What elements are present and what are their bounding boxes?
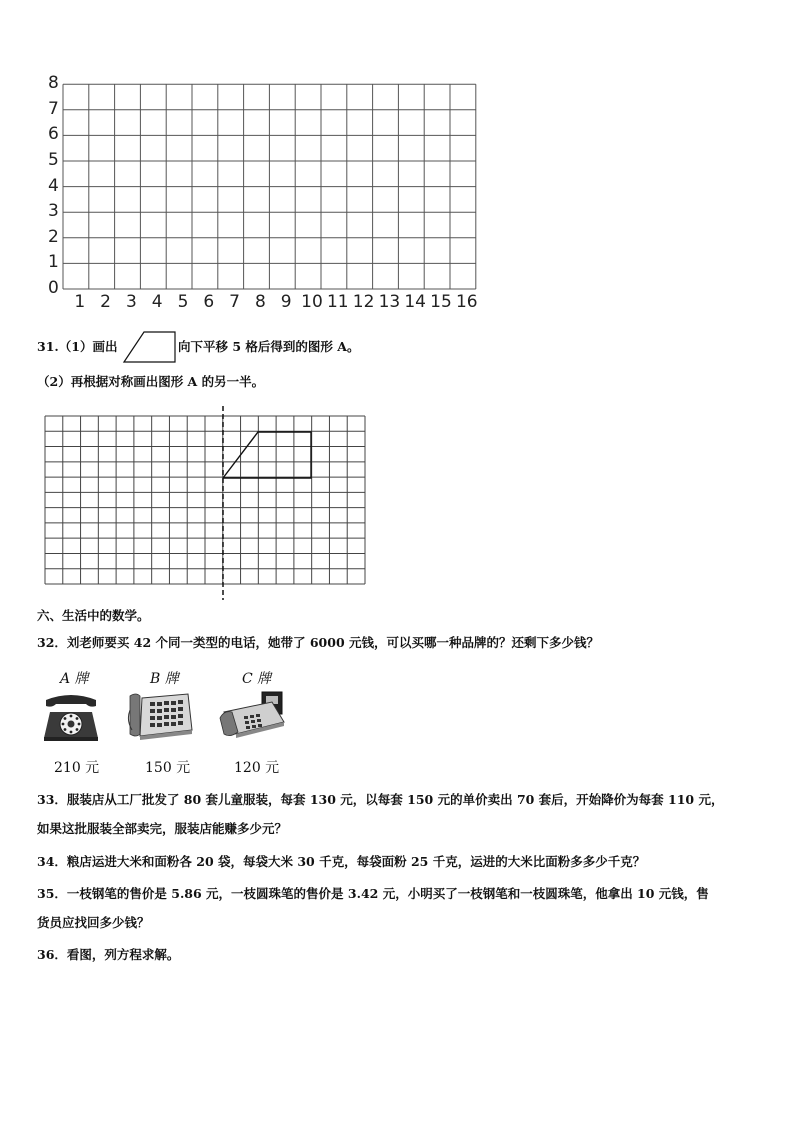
x-axis-tick-label: 11 bbox=[326, 292, 349, 312]
question-31-part1-suffix bbox=[178, 338, 359, 356]
brand-b-label: B 牌 bbox=[150, 671, 179, 687]
x-axis-tick-label: 5 bbox=[177, 292, 189, 312]
x-axis-tick-label: 1 bbox=[74, 292, 86, 312]
question-31-part1-suffix-text: 向下平移 5 格后得到的图形 A。 bbox=[178, 339, 360, 354]
x-axis-tick-label: 4 bbox=[151, 292, 163, 312]
brand-b-price: 150 元 bbox=[145, 760, 191, 776]
question-31-part1-prefix: （1）画出 bbox=[58, 339, 118, 354]
parallelogram-shape bbox=[122, 330, 180, 364]
section-6-title-text: 六、生活中的数学。 bbox=[37, 608, 150, 623]
x-axis-tick-label: 15 bbox=[430, 292, 452, 312]
question-36 bbox=[37, 946, 179, 964]
coordinate-grid bbox=[0, 0, 794, 330]
question-35-line1 bbox=[37, 885, 709, 903]
x-axis-tick-label: 13 bbox=[378, 292, 401, 312]
y-axis-tick-label: 0 bbox=[48, 278, 59, 298]
question-33-line1 bbox=[37, 791, 723, 809]
half-figure-shape bbox=[223, 432, 311, 478]
question-31-part1 bbox=[37, 338, 117, 356]
y-axis-tick-label: 5 bbox=[48, 150, 59, 170]
question-31-part2 bbox=[37, 373, 264, 391]
question-33-line1-text: 33．服装店从工厂批发了 80 套儿童服装，每套 130 元，以每套 150 元的单价卖出 70 套后，开始降价为每套 110 元， bbox=[37, 792, 724, 807]
x-axis-tick-label: 8 bbox=[254, 292, 266, 312]
y-axis-tick-label: 2 bbox=[48, 226, 59, 247]
x-axis-tick-label: 12 bbox=[352, 292, 375, 312]
question-34 bbox=[37, 853, 645, 871]
fax-phone-icon bbox=[216, 688, 288, 748]
keypad-phone-icon bbox=[126, 690, 196, 745]
question-35-line2-text: 货员应找回多少钱？ bbox=[37, 915, 150, 930]
y-axis-tick-label: 6 bbox=[48, 124, 59, 145]
x-axis-tick-label: 10 bbox=[301, 292, 323, 312]
brand-c-price: 120 元 bbox=[234, 760, 280, 776]
question-33-line2-text: 如果这批服装全部卖完，服装店能赚多少元？ bbox=[37, 821, 288, 836]
x-axis-tick-label: 16 bbox=[455, 292, 478, 312]
rotary-phone-icon bbox=[40, 690, 102, 745]
section-6-title bbox=[37, 607, 150, 625]
question-31-part2-text: （2）再根据对称画出图形 A 的另一半。 bbox=[37, 374, 265, 389]
y-axis-tick-label: 7 bbox=[48, 98, 59, 119]
x-axis-tick-label: 6 bbox=[203, 292, 215, 312]
question-32-text: 32．刘老师要买 42 个同一类型的电话，她带了 6000 元钱，可以买哪一种品牌的？还剩下多少钱？ bbox=[37, 635, 599, 650]
y-axis-tick-label: 3 bbox=[48, 201, 59, 222]
symmetry-grid bbox=[0, 400, 794, 605]
question-31-number: 31. bbox=[37, 339, 59, 354]
y-axis-tick-label: 4 bbox=[48, 175, 59, 196]
question-36-text: 36．看图，列方程求解。 bbox=[37, 947, 180, 962]
x-axis-tick-label: 2 bbox=[100, 292, 111, 312]
x-axis-tick-label: 7 bbox=[229, 292, 240, 312]
brand-a-label: A 牌 bbox=[60, 671, 89, 687]
x-axis-tick-label: 9 bbox=[280, 292, 292, 312]
question-35-line2 bbox=[37, 914, 150, 932]
x-axis-tick-label: 14 bbox=[404, 292, 426, 312]
brand-c-label: C 牌 bbox=[242, 671, 272, 687]
question-33-line2 bbox=[37, 820, 287, 838]
question-34-text: 34．粮店运进大米和面粉各 20 袋，每袋大米 30 千克，每袋面粉 25 千克，运进的大米比面粉多多少千克？ bbox=[37, 854, 646, 869]
x-axis-tick-label: 3 bbox=[125, 292, 137, 312]
y-axis-tick-label: 1 bbox=[48, 252, 59, 273]
brand-a-price: 210 元 bbox=[54, 760, 100, 776]
question-32 bbox=[37, 634, 599, 652]
question-35-line1-text: 35．一枝钢笔的售价是 5.86 元，一枝圆珠笔的售价是 3.42 元，小明买了一枝钢笔和一枝圆珠笔，他拿出 10 元钱，售 bbox=[37, 886, 709, 901]
y-axis-tick-label: 8 bbox=[48, 73, 59, 94]
